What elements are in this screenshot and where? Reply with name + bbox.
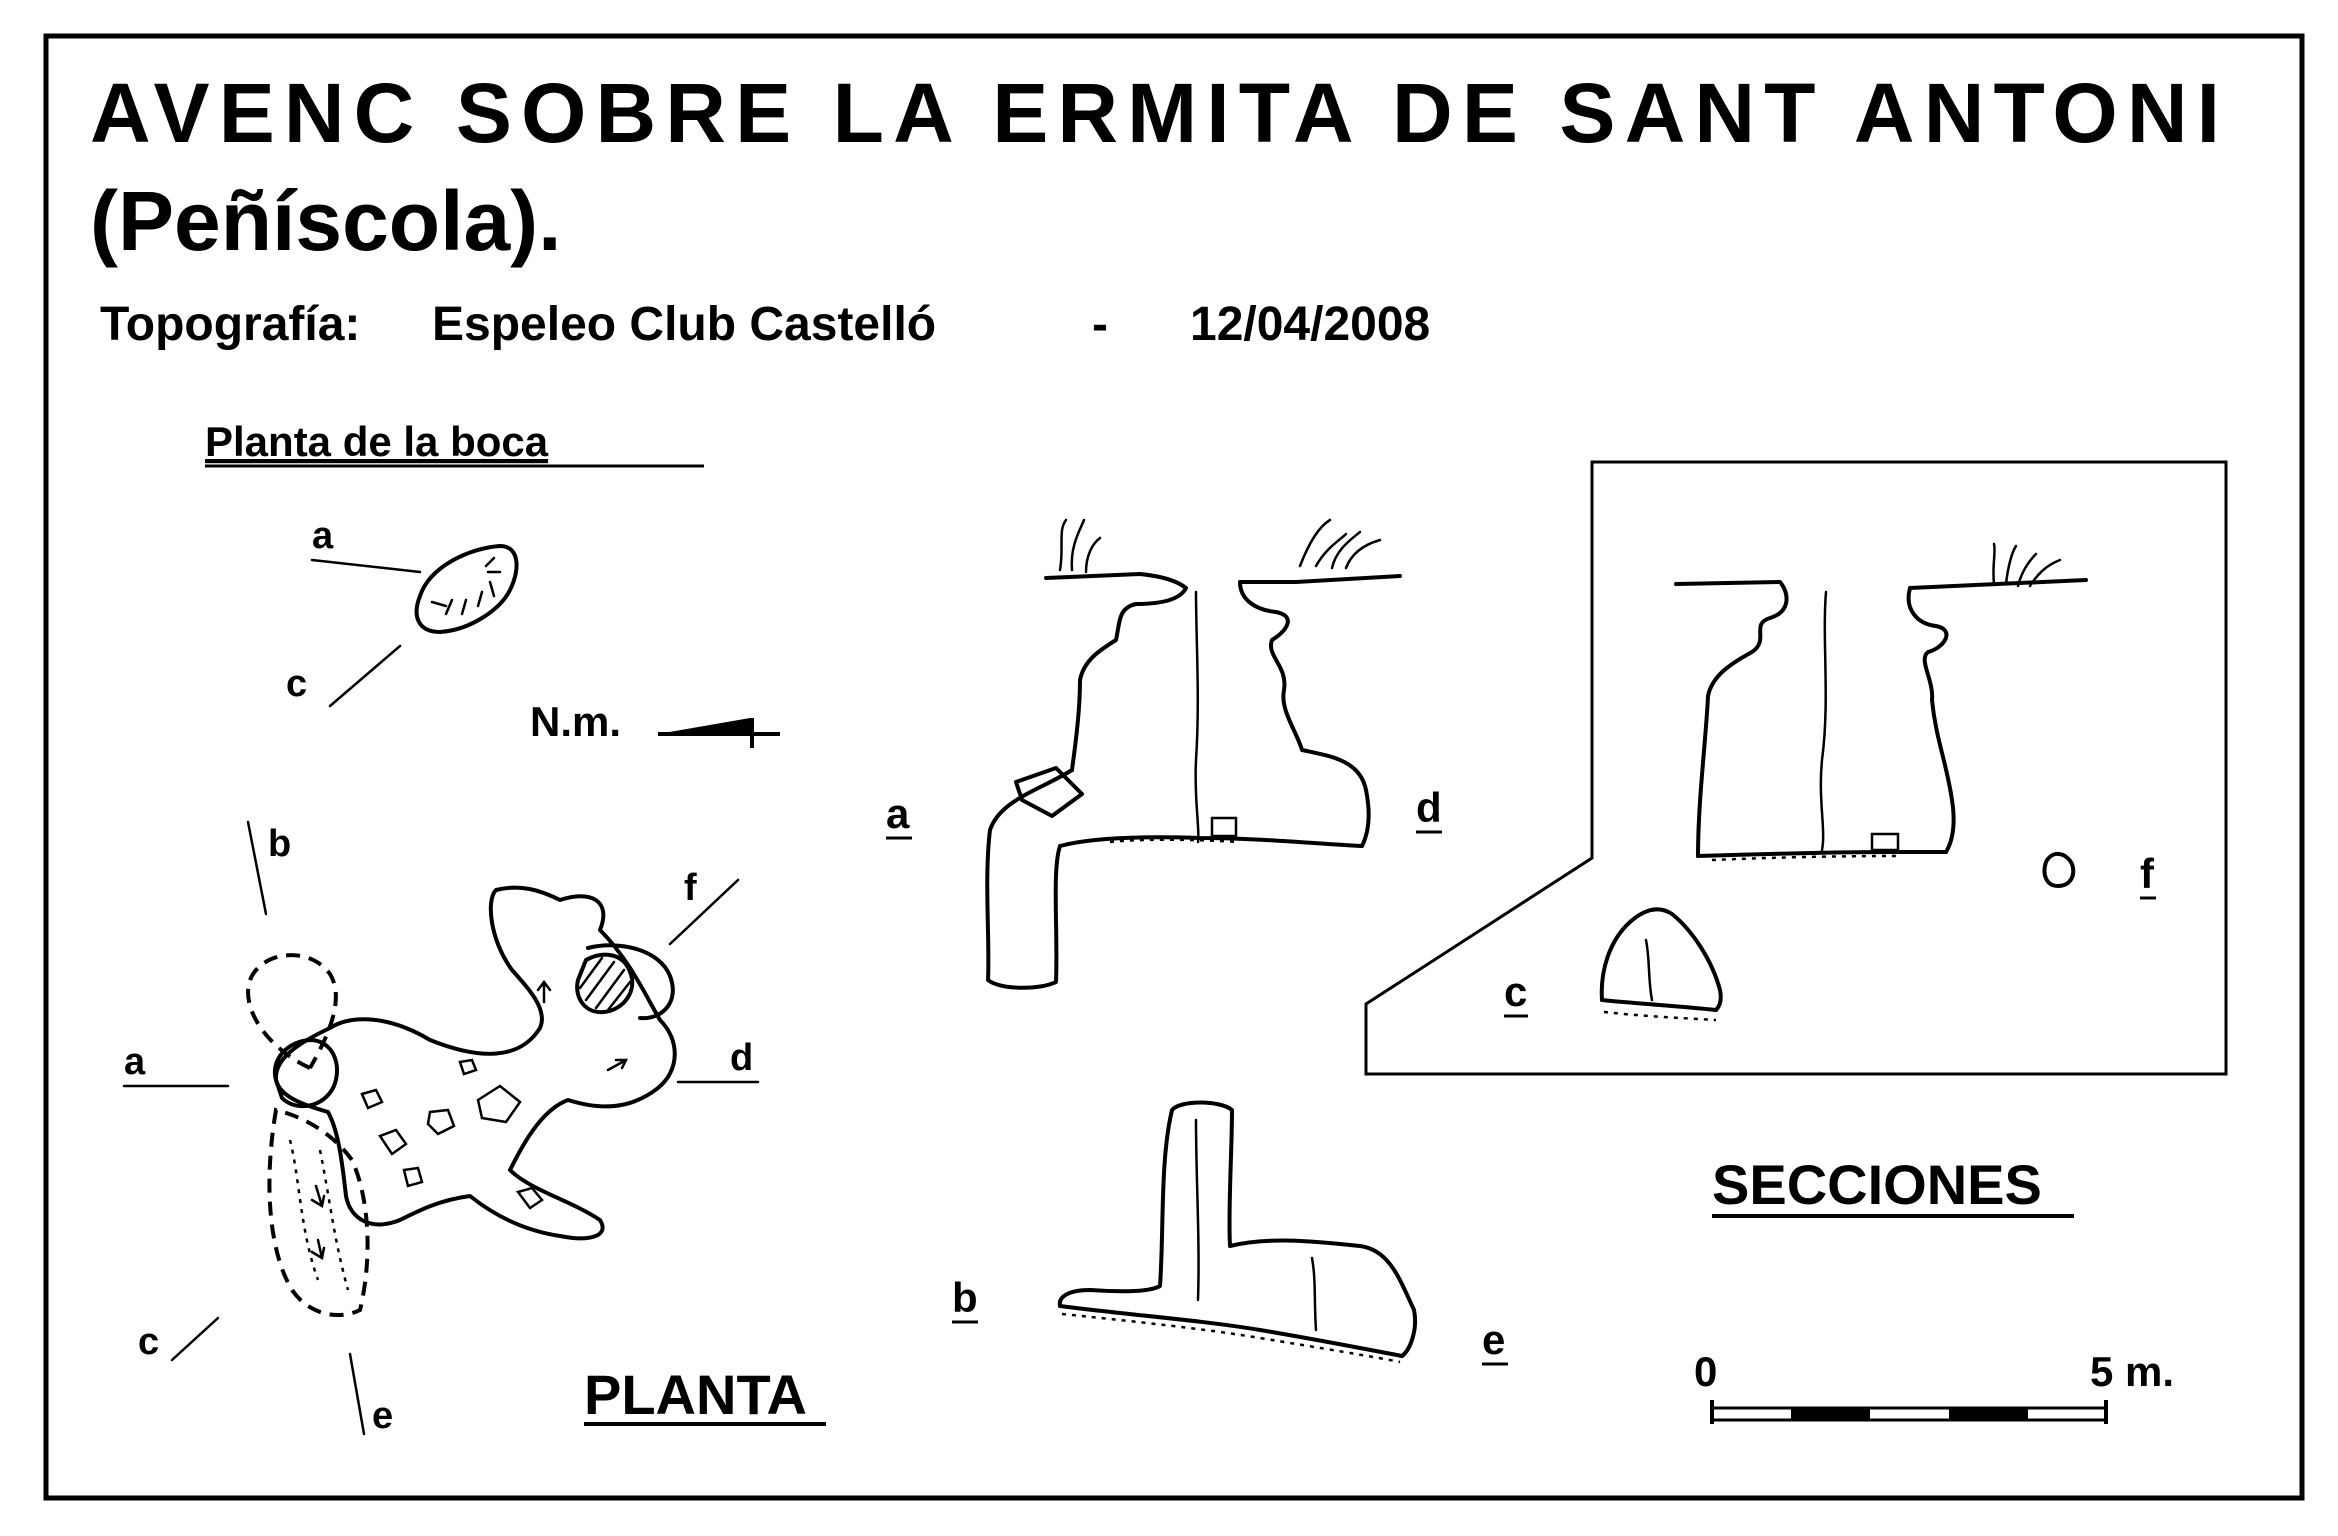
- plan-section-line-e: [350, 1354, 364, 1434]
- section-b-e-label-e: e: [1482, 1316, 1506, 1363]
- sections-heading: SECCIONES: [1712, 1153, 2042, 1216]
- section-c-f-floor: [1698, 852, 1946, 856]
- section-a-d-rubble: [1110, 840, 1240, 842]
- scale-bar-start-label: 0: [1694, 1348, 1718, 1395]
- entrance-section-line-c: [330, 646, 400, 706]
- section-c-crack: [1646, 940, 1652, 1000]
- section-c-f-label-f: f: [2140, 850, 2154, 897]
- scale-bar-segment-2: [1791, 1408, 1870, 1420]
- plan-block-outlines: [362, 1060, 542, 1208]
- plan-section-label-d: d: [730, 1037, 754, 1079]
- plan-section-line-f: [670, 880, 738, 944]
- section-c-f-frame: [1366, 462, 2226, 1074]
- section-b-e: [952, 1103, 1508, 1365]
- section-b-e-cracks: [1196, 1120, 1316, 1330]
- scale-bar: [1694, 1348, 2174, 1424]
- section-a-d-label-a: a: [886, 790, 910, 837]
- survey-club: Espeleo Club Castelló: [432, 298, 937, 351]
- section-c-outline: [1602, 909, 1721, 1010]
- section-b-e-label-b: b: [952, 1274, 978, 1321]
- section-c-f-pebble: [2045, 854, 2074, 886]
- entrance-section-label-c: c: [286, 663, 308, 705]
- section-a-d-ground-right: [1240, 576, 1400, 846]
- section-c-f-ground-left: [1676, 582, 1787, 856]
- entrance-section-label-a: a: [312, 515, 334, 557]
- section-c-f-ground-right: [1909, 580, 2086, 852]
- north-label: N.m.: [530, 698, 622, 745]
- plan-view: [124, 822, 826, 1437]
- section-a-d: [886, 520, 1442, 988]
- title-block: [90, 66, 2220, 351]
- section-a-d-block: [1016, 768, 1082, 816]
- scale-bar-end-label: 5 m.: [2090, 1348, 2175, 1395]
- plan-section-label-e: e: [372, 1395, 394, 1437]
- section-c-rubble: [1604, 1012, 1716, 1020]
- entrance-plan-heading: Planta de la boca: [205, 418, 549, 465]
- scale-bar-segment-4: [1949, 1408, 2028, 1420]
- plan-section-label-c: c: [138, 1321, 160, 1363]
- plan-entrance-bulge: [275, 1040, 337, 1106]
- section-a-d-surface-grass: [1060, 520, 1380, 572]
- plan-section-label-b: b: [268, 823, 292, 865]
- section-a-d-label-d: d: [1416, 784, 1442, 831]
- north-arrow-icon: [658, 718, 780, 748]
- entrance-section-line-a: [312, 560, 420, 572]
- section-c-f-small-block: [1872, 834, 1898, 850]
- survey-date: 12/04/2008: [1190, 298, 1431, 351]
- section-a-d-crack: [1196, 592, 1199, 842]
- section-b-e-outline: [1060, 1103, 1415, 1357]
- plan-section-line-c: [172, 1318, 218, 1360]
- entrance-outline: [417, 546, 517, 632]
- entrance-plan: [205, 418, 780, 748]
- section-a-d-small-block: [1212, 818, 1236, 836]
- section-c-f-crack: [1821, 592, 1826, 850]
- title-line-1: AVENC SOBRE LA ERMITA DE SANT ANTONI: [90, 66, 2220, 160]
- survey-separator: -: [1092, 298, 1108, 351]
- section-b-e-rubble: [1062, 1314, 1400, 1362]
- plan-heading: PLANTA: [584, 1363, 807, 1426]
- plan-section-label-f: f: [684, 867, 697, 909]
- section-c-f: [1366, 462, 2226, 1074]
- title-line-2: (Peñíscola).: [90, 174, 562, 268]
- plan-lower-gallery-infill: [290, 1140, 348, 1290]
- plan-section-line-b: [248, 822, 266, 914]
- section-a-d-ground-left: [1046, 574, 1186, 770]
- survey-label: Topografía:: [100, 298, 361, 351]
- section-c-floor: [1602, 1000, 1716, 1010]
- plan-section-label-a: a: [124, 1041, 146, 1083]
- scale-bar-outline: [1712, 1408, 2106, 1420]
- section-c-f-label-c: c: [1504, 968, 1528, 1015]
- plan-hatched-shaft: [577, 955, 632, 1013]
- section-b-e-floor: [1060, 1306, 1402, 1356]
